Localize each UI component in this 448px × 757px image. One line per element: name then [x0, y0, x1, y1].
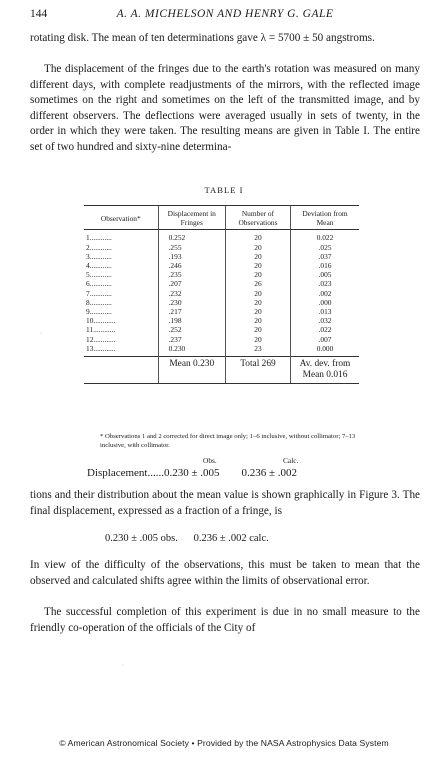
cell-count: 20: [225, 252, 290, 261]
cell-count: 20: [225, 316, 290, 325]
copyright-footer: © American Astronomical Society • Provided by the NASA Astrophysics Data System: [59, 738, 389, 748]
cell-displacement: .246: [158, 261, 225, 270]
calc-column-label: Calc.: [283, 456, 299, 465]
table-summary-row: [84, 357, 359, 384]
cell-displacement: .252: [158, 325, 225, 334]
cell-observation: 7............: [86, 288, 112, 298]
table-row: [84, 307, 359, 316]
cell-displacement: 0.230: [158, 344, 225, 357]
cell-count: 23: [225, 344, 290, 357]
paragraph-distribution: tions and their distribution about the mean value is shown graphically in Figure 3. The final displacement, expressed as a fraction of a fringe, is: [30, 489, 420, 517]
cell-deviation: .002: [291, 289, 359, 298]
final-displacement-equation: 0.230 ± .005 obs. 0.236 ± .002 calc.: [105, 533, 269, 544]
cell-displacement: .230: [158, 298, 225, 307]
page-header: [30, 8, 420, 26]
cell-observation: 2............: [86, 242, 112, 252]
cell-observation: 6............: [86, 279, 112, 289]
cell-count: 20: [225, 298, 290, 307]
cell-deviation: .000: [291, 298, 359, 307]
table-row: [84, 298, 359, 307]
table-row: [84, 279, 359, 288]
table-row: [84, 344, 359, 357]
stray-dot: ·: [122, 663, 124, 669]
table-row: [84, 316, 359, 325]
cell-deviation: .023: [291, 279, 359, 288]
table-header-row: [84, 206, 359, 230]
header-displacement: Displacement in Fringes: [158, 206, 225, 230]
paragraph-displacement-fringes: The displacement of the fringes due to the earth's rotation was measured on many different days, with complete readjustments of the mirrors, with the reflected image sometimes on the right and sometimes on the left of the transmitted image, and by different observers. The deflections were averaged usually in sets of twenty, in the order in which they were taken. The resulting means are given in Table I. The entire set of two hundred and sixty-nine determina-: [30, 63, 420, 153]
cell-observation: 12............: [86, 334, 116, 344]
paragraph-observational-error: In view of the difficulty of the observations, this must be taken to mean that the observed and calculated shifts agree within the limits of observational error.: [30, 559, 420, 587]
summary-blank: [84, 357, 158, 384]
paragraph-rotating-disk: rotating disk. The mean of ten determinations gave λ = 5700 ± 50 angstroms.: [30, 32, 375, 44]
cell-displacement: .237: [158, 335, 225, 344]
summary-total: Total 269: [225, 357, 290, 384]
table-row: [84, 252, 359, 261]
header-observation: Observation*: [84, 206, 158, 230]
cell-displacement: .193: [158, 252, 225, 261]
summary-average-deviation: Av. dev. from Mean 0.016: [291, 357, 359, 384]
cell-observation: 1............: [86, 233, 112, 243]
cell-displacement: .232: [158, 289, 225, 298]
cell-displacement: .217: [158, 307, 225, 316]
displacement-comparison: Displacement......0.230 ± .005 0.236 ± .002: [87, 467, 298, 479]
table-row: [84, 335, 359, 344]
cell-count: 20: [225, 289, 290, 298]
cell-count: 20: [225, 270, 290, 279]
cell-observation: 5............: [86, 270, 112, 280]
cell-count: 20: [225, 307, 290, 316]
cell-deviation: .025: [291, 243, 359, 252]
running-title: A. A. MICHELSON AND HENRY G. GALE: [116, 8, 334, 20]
table-row: [84, 230, 359, 243]
cell-deviation: .013: [291, 307, 359, 316]
page-number: 144: [30, 8, 48, 20]
stray-dot: ·: [40, 331, 42, 337]
results-table: [84, 205, 359, 384]
cell-observation: 10............: [86, 316, 116, 326]
cell-deviation: .007: [291, 335, 359, 344]
cell-deviation: .032: [291, 316, 359, 325]
cell-count: 20: [225, 243, 290, 252]
cell-deviation: .022: [291, 325, 359, 334]
table-row: [84, 270, 359, 279]
cell-displacement: .235: [158, 270, 225, 279]
cell-count: 20: [225, 261, 290, 270]
cell-displacement: .198: [158, 316, 225, 325]
table-row: [84, 243, 359, 252]
table-caption: TABLE I: [204, 185, 244, 195]
cell-deviation: .037: [291, 252, 359, 261]
cell-deviation: .016: [291, 261, 359, 270]
cell-displacement: .255: [158, 243, 225, 252]
cell-count: 20: [225, 335, 290, 344]
summary-mean: Mean 0.230: [158, 357, 225, 384]
table-row: [84, 289, 359, 298]
cell-deviation: .005: [291, 270, 359, 279]
cell-count: 20: [225, 325, 290, 334]
header-deviation: Deviation from Mean: [291, 206, 359, 230]
cell-displacement: .207: [158, 279, 225, 288]
cell-observation: 9............: [86, 307, 112, 317]
cell-observation: 8............: [86, 297, 112, 307]
cell-observation: 4............: [86, 261, 112, 271]
cell-observation: 3............: [86, 251, 112, 261]
cell-observation: 13............: [86, 343, 116, 353]
cell-displacement: 0.252: [158, 230, 225, 243]
cell-observation: 11............: [86, 325, 116, 335]
cell-deviation: 0.000: [291, 344, 359, 357]
table-row: [84, 325, 359, 334]
cell-deviation: 0.022: [291, 230, 359, 243]
header-number: Number of Observations: [225, 206, 290, 230]
cell-count: 26: [225, 279, 290, 288]
cell-count: 20: [225, 230, 290, 243]
table-footnote: * Observations 1 and 2 corrected for direct image only; 1–6 inclusive, without collimator; 7–13 inclusive, with collimator.: [100, 433, 356, 449]
paragraph-acknowledgement: The successful completion of this experiment is due in no small measure to the friendly co-operation of the officials of the City of: [30, 606, 420, 634]
obs-column-label: Obs.: [203, 456, 217, 465]
table-row: [84, 261, 359, 270]
